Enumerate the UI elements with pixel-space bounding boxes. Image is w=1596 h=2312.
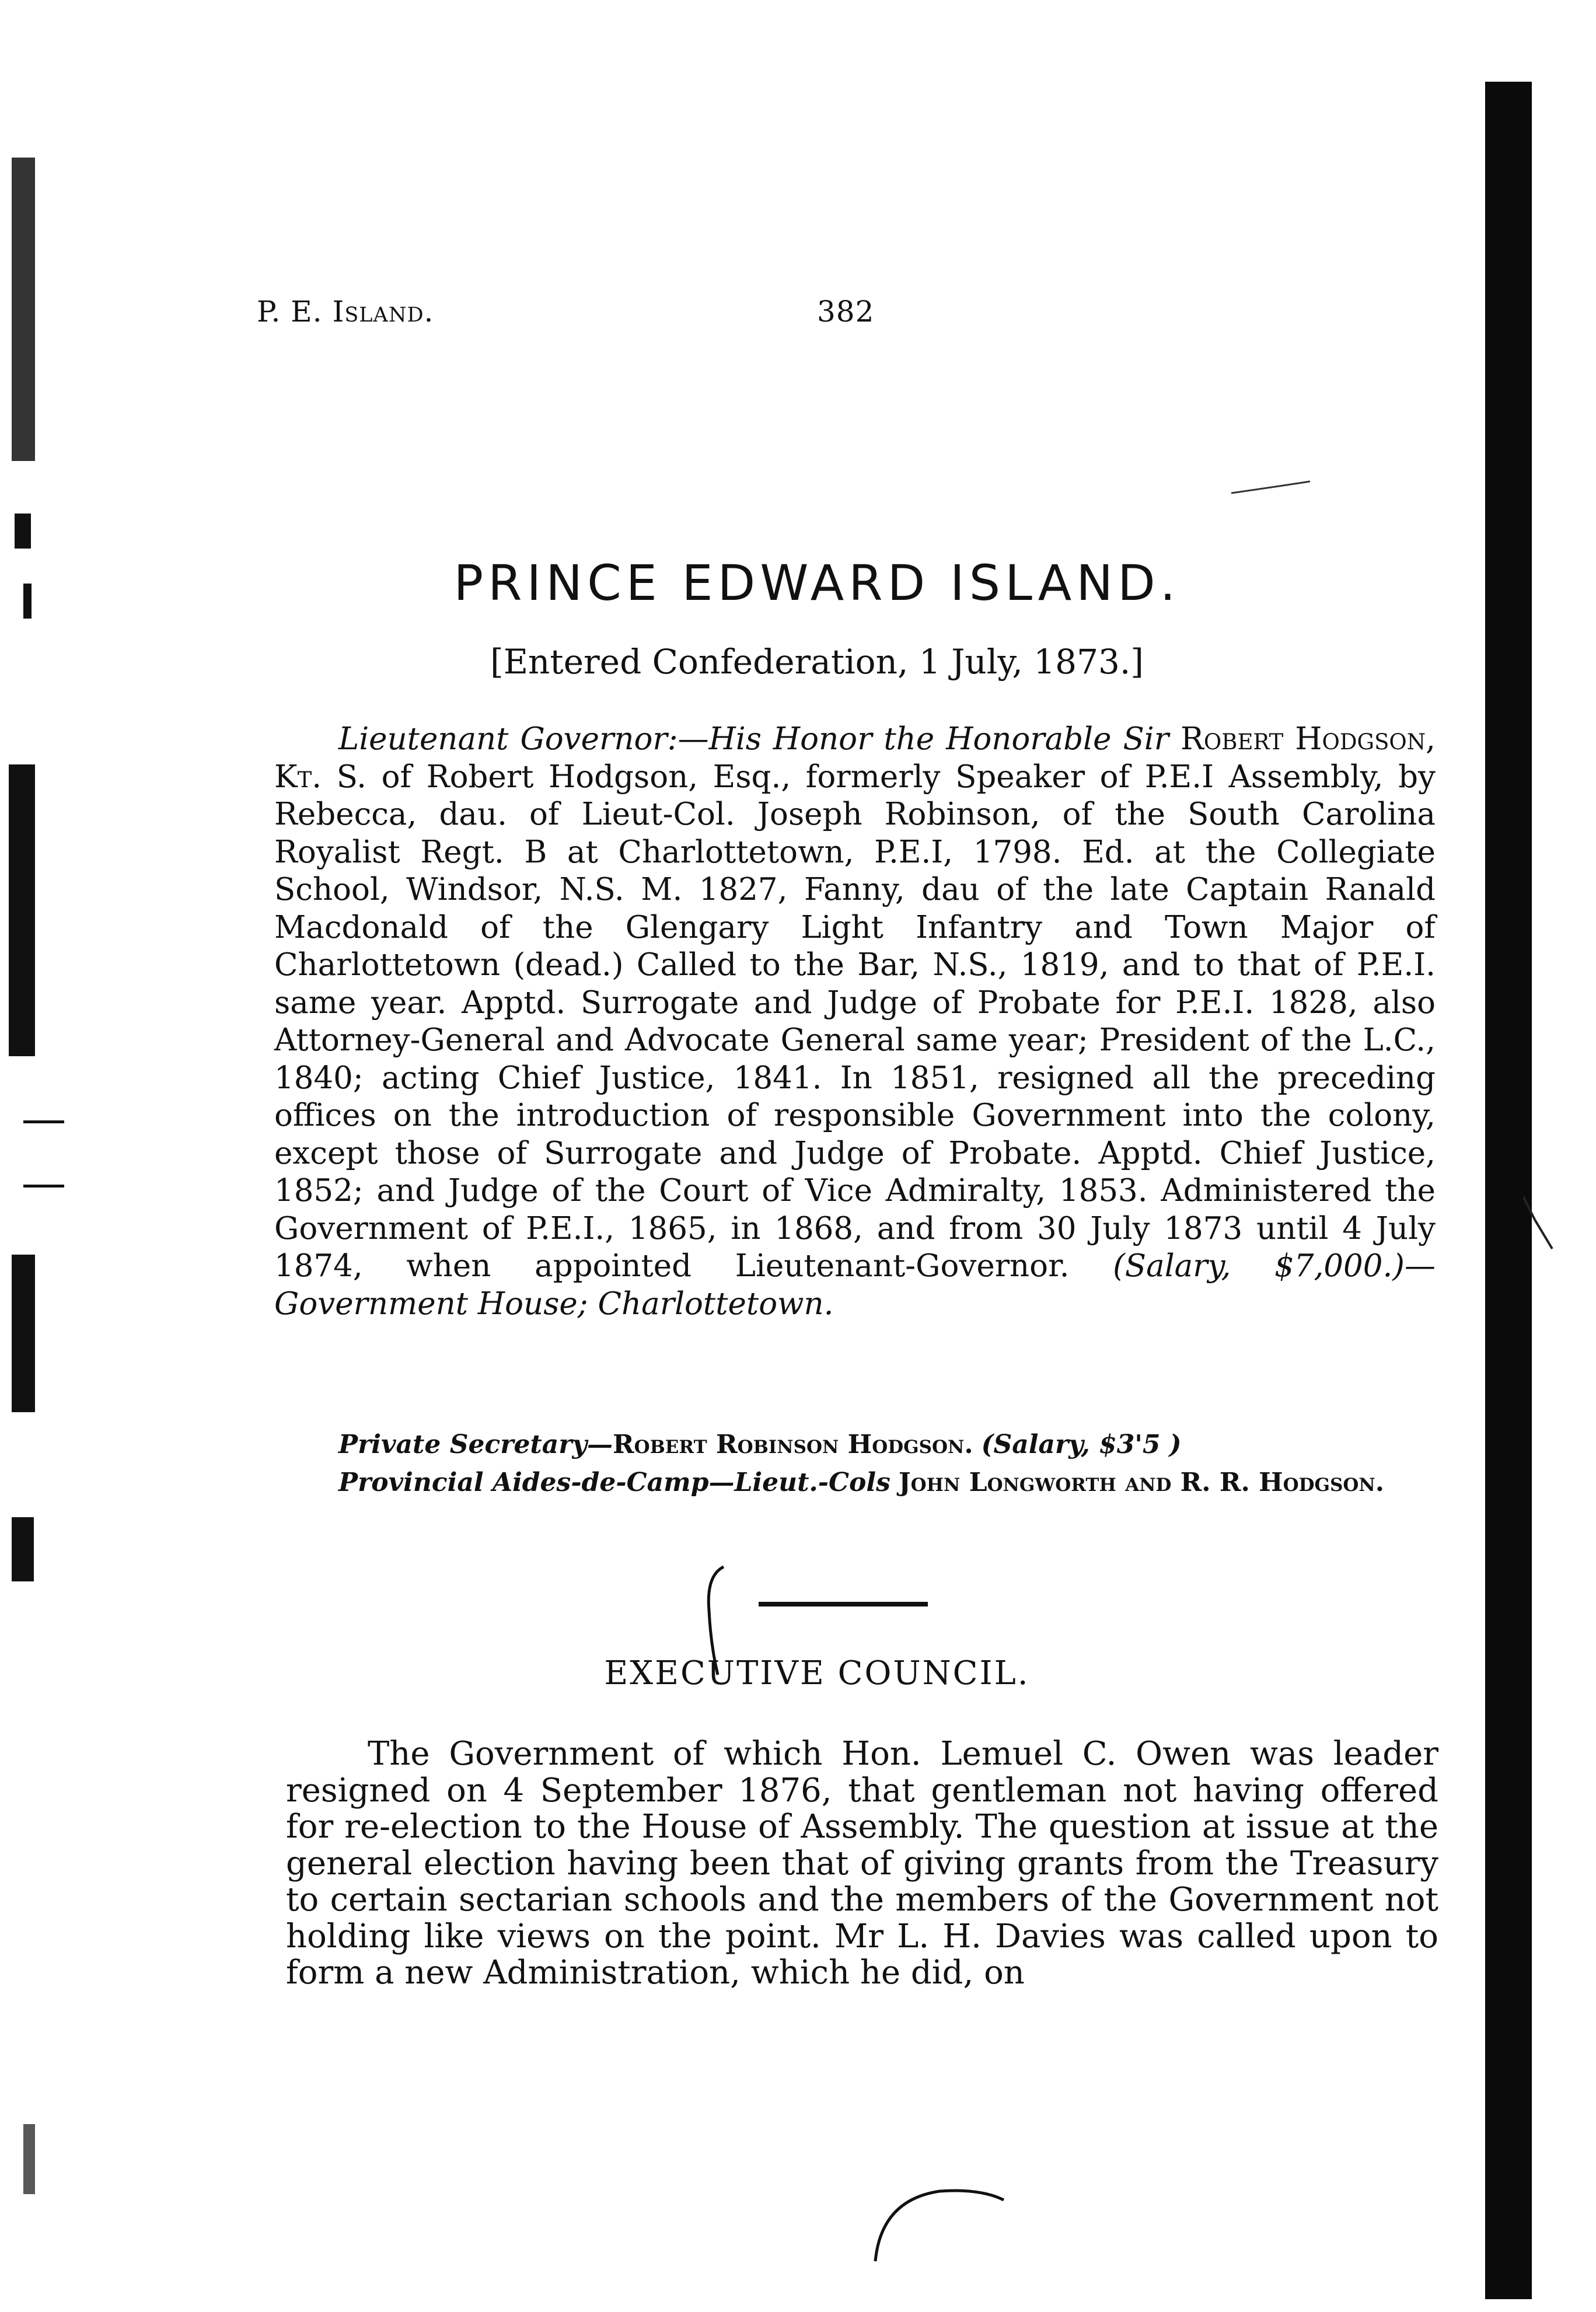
section-heading: EXECUTIVE COUNCIL. (604, 1654, 1030, 1692)
scan-margin-mark (9, 764, 35, 1056)
running-head-title: P. E. Island. (257, 295, 434, 329)
private-secretary-name: Robert Robinson Hodgson. (613, 1430, 973, 1459)
governor-name: Robert Hodgson, Kt. (274, 721, 1436, 795)
page-number: 382 (817, 295, 875, 329)
executive-council-paragraph: The Government of which Hon. Lemuel C. Owen was leader resigned on 4 September 1876, that gentleman not having offered for re-election to the House of Assembly. The question at issue at the general election having been that of giving grants from the Treasury to certain sectarian schools and the members of the Government not holding like views on the point. Mr L. H. Davies was called upon to form a new Administration, which he did, on (286, 1735, 1438, 1992)
scan-margin-mark (12, 1517, 34, 1581)
section-rule (759, 1602, 928, 1606)
scan-margin-mark (23, 2124, 35, 2194)
scan-edge-shadow (1485, 82, 1532, 2299)
aides-label: Provincial Aides-de-Camp—Lieut.-Cols (338, 1468, 890, 1497)
stray-pen-mark (1523, 1196, 1558, 1255)
running-head (257, 295, 899, 336)
scan-margin-mark (23, 584, 32, 619)
page-subtitle: [Entered Confederation, 1 July, 1873.] (490, 642, 1144, 682)
scan-margin-mark (23, 1185, 64, 1188)
scan-margin-mark (15, 514, 31, 549)
stray-pen-mark (869, 2177, 1010, 2264)
aides-names: John Longworth and R. R. Hodgson. (898, 1468, 1385, 1497)
scan-margin-mark (12, 158, 35, 461)
lieutenant-governor-paragraph (274, 721, 1436, 1323)
office-label: Lieutenant Governor:—His Honor the Honorable Sir (338, 721, 1169, 757)
private-secretary-salary: (Salary, $3'5 ) (981, 1430, 1182, 1459)
governor-biography: S. of Robert Hodgson, Esq., formerly Speaker of P.E.I Assembly, by Rebecca, dau. of Lieut-Col. Joseph Robinson, of the South Carolina Royalist Regt. B at Charlottetown, P.E.I, 1798. Ed. at the Collegiate School, Windsor, N.S. M. 1827, Fanny, dau of the late Captain Ranald Macdonald of the Glengary Light Infantry and Town Major of Charlottetown (dead.) Called to the Bar, N.S., 1819, and to that of P.E.I. same year. Apptd. Surrogate and Judge of Probate for P.E.I. 1828, also Attorney-General and Advocate General same year; President of the L.C., 1840; acting Chief Justice, 1841. In 1851, resigned all the preceding offices on the introduction of responsible Government into the colony, except those of Surrogate and Judge of Probate. Apptd. Chief Justice, 1852; and Judge of the Court of Vice Admiralty, 1853. Administered the Government of P.E.I., 1865, in 1868, and from 30 July 1873 until 4 July 1874, when appointed Lieutenant-Governor. (274, 759, 1436, 1284)
private-secretary-label: Private Secretary— (338, 1430, 613, 1459)
page-title: PRINCE EDWARD ISLAND. (453, 554, 1181, 612)
scan-margin-mark (23, 1120, 64, 1123)
stray-pen-mark (1231, 479, 1313, 496)
governor-salary: (Salary, $7,000.) (1113, 1248, 1405, 1284)
governor-residence: —Government House; Charlottetown. (274, 1248, 1436, 1322)
aides-de-camp-line (274, 1468, 1436, 1498)
private-secretary-line (274, 1430, 1436, 1460)
scan-margin-mark (12, 1255, 35, 1412)
